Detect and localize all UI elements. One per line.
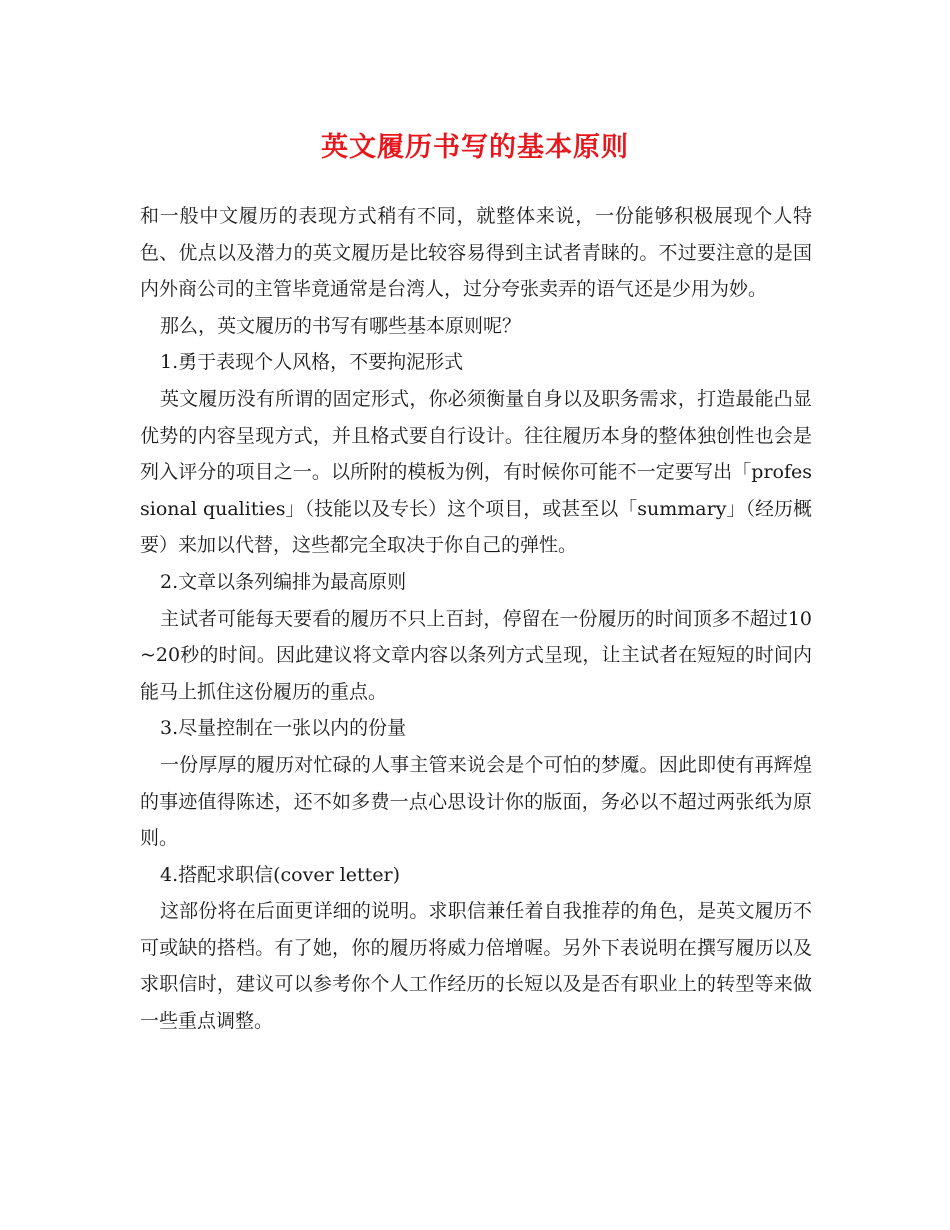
paragraph-question: 那么，英文履历的书写有哪些基本原则呢？ bbox=[160, 314, 522, 337]
document-body bbox=[140, 198, 812, 1040]
paragraph-principle-1: 英文履历没有所谓的固定形式，你必须衡量自身以及职务需求，打造最能凸显优势的内容呈现方式，并且格式要自行设计。往往履历本身的整体独创性也会是列入评分的项目之一。以所附的模板为例，有时候你可能不一定要写出「professional qualities」（技能以及专长）这个项目，或甚至以「summary」（经历概要）来加以代替，这些都完全取决于你自己的弹性。 bbox=[140, 387, 812, 557]
document-title: 英文履历书写的基本原则 bbox=[321, 132, 629, 163]
paragraph-principle-2: 主试者可能每天要看的履历不只上百封，停留在一份履历的时间顶多不超过10~20秒的时间。因此建议将文章内容以条列方式呈现，让主试者在短短的时间内能马上抓住这份履历的重点。 bbox=[140, 607, 812, 703]
heading-principle-2: 2.文章以条列编排为最高原则 bbox=[160, 570, 407, 593]
paragraph-principle-4: 这部份将在后面更详细的说明。求职信兼任着自我推荐的角色，是英文履历不可或缺的搭档。有了她，你的履历将威力倍增喔。另外下表说明在撰写履历以及求职信时，建议可以参考你个人工作经历的长短以及是否有职业上的转型等来做一些重点调整。 bbox=[140, 900, 812, 1033]
heading-principle-1: 1.勇于表现个人风格，不要拘泥形式 bbox=[160, 351, 464, 374]
heading-principle-3: 3.尽量控制在一张以内的份量 bbox=[160, 717, 407, 740]
paragraph-intro: 和一般中文履历的表现方式稍有不同，就整体来说，一份能够积极展现个人特色、优点以及潜力的英文履历是比较容易得到主试者青睐的。不过要注意的是国内外商公司的主管毕竟通常是台湾人，过分夸张卖弄的语气还是少用为妙。 bbox=[140, 205, 812, 301]
paragraph-principle-3: 一份厚厚的履历对忙碌的人事主管来说会是个可怕的梦魇。因此即使有再辉煌的事迹值得陈述，还不如多费一点心思设计你的版面，务必以不超过两张纸为原则。 bbox=[140, 753, 812, 850]
heading-principle-4: 4.搭配求职信(cover letter) bbox=[160, 863, 401, 886]
